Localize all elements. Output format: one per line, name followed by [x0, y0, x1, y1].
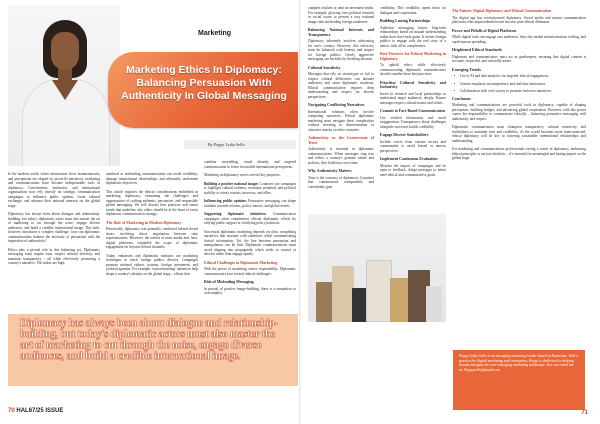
page-number-right: 71: [581, 410, 588, 416]
section-heading: Ethical Challenges in Diplomatic Marketing: [204, 260, 278, 265]
section-heading: Navigating Conflicting Narratives: [308, 103, 365, 107]
list-item: Supporting diplomatic initiatives: Communication campaigns often complement official diplomatic efforts by rallying public support or clarifying policy positions.: [204, 212, 296, 225]
author-portrait: [8, 6, 120, 166]
section-heading: Best Practices for Ethical Marketing in Diplomacy: [380, 52, 446, 61]
paragraph: Diplomatic communicators must champion transparency, cultural sensitivity, and truthfulness to maintain trust and credibility. As the world becomes more interconnected, ethical diplomacy will be key to fostering sustainable international relationships and understanding.: [452, 125, 586, 143]
list-item: • Use of AI and data analytics for targeted, ethical engagement.: [452, 74, 586, 79]
paragraph: The digital age has revolutionised diplomacy. Social media and instant communication platforms offer unprecedented reach but also pose ethical dilemmas.: [452, 15, 586, 24]
paragraph: Diplomacy has always been about dialogue and relationship-building, but today's diplomatic actors must also master the art of marketing to cut through the noise, engage diverse audiences, and build a credible international image. This shift, however, introduces a complex challenge: how can diplomatic communications balance the necessity of persuasion with the imperative of authenticity?: [8, 212, 100, 243]
page-gutter: [299, 0, 301, 424]
list-item: • Greater emphasis on transparency and real-time interaction.: [452, 82, 586, 87]
pull-quote-text: Diplomacy has always been about dialogue and relationship-building, but today's diplomatic actors must also master the art of marketing to cut through the noise, engage diverse audiences, and build a credible international image.: [20, 318, 278, 362]
article-column-5: [380, 6, 446, 210]
paragraph: Messages that rely on stereotypes or fail to respect cultural differences can alienate audiences and cause diplomatic incidents. Ethical communication requires deep understanding and respect for diverse perspectives.: [308, 72, 374, 99]
section-heading: Conclusion: [452, 96, 471, 101]
article-column-2: [106, 172, 198, 310]
paragraph: With the power of marketing comes responsibility. Diplomatic communicators face several ethical challenges:: [204, 267, 296, 276]
paragraph: Historically, diplomacy was primarily conducted behind closed doors, involving direct negotiation between state representatives. However, the advent of mass media and, later, digital platforms, expanded the scope of diplomatic engagement far beyond official channels.: [106, 227, 198, 249]
paragraph: Trust is the currency of diplomacy. Countries that communicate transparently and consistently gain: [308, 175, 374, 189]
paragraph: combine storytelling, visual identity, and targeted communication to foster favourable international perceptions.: [204, 160, 296, 169]
article-column-6: [452, 6, 586, 346]
paragraph: In the modern world, where information flows instantaneously and perceptions are shaped by powerful narratives, marketing and communications have become indispensable tools in diplomacy. Governments, embassies, and international organisations now rely heavily on strategic communication campaigns to influence public opinion, foster cultural exchange, and advance their national interests on the global stage.: [8, 172, 100, 208]
list-item: Influencing public opinion: Persuasive messaging can shape attitudes towards reforms, policy stances, and global events.: [204, 199, 296, 208]
article-column-1: [8, 172, 100, 310]
section-heading: Commit to Fact-Based Communication: [380, 109, 446, 113]
paragraph: Successful diplomatic marketing depends on clear, compelling narratives that resonate with audiences while communicating factual information. Yet, the line between persuasion and manipulation can be thin. Diplomatic communications must avoid slipping into propaganda, which seeks to control or deceive rather than engage openly.: [204, 229, 296, 256]
paragraph: Authentic messaging fosters long-term relationships based on mutual understanding rather than short-term gains. It invites foreign publics to engage with the real story of a nation, with all its complexities.: [380, 25, 446, 48]
paragraph: In pursuit of positive image-building, there is a temptation to oversimplify: [204, 286, 296, 295]
section-heading: Risk of Misleading Messaging: [204, 280, 254, 284]
paragraph: credibility. This credibility opens doors for dialogue and cooperation.: [380, 6, 446, 15]
section-heading: Heightened Ethical Standards: [452, 48, 502, 52]
paragraph: Include voices from various sectors and communities to avoid biased or narrow perspectives.: [380, 139, 446, 153]
shopping-bags-photo: [308, 214, 446, 322]
category-label: Marketing: [198, 30, 232, 37]
paragraph: To uphold ethics while effectively communicating, diplomatic communicators should consider these best practices:: [380, 63, 446, 76]
section-heading: The Future: Digital Diplomacy and Ethical Communication: [452, 9, 552, 13]
section-heading: Prioritise Cultural Sensitivity and Inclusivity: [380, 80, 446, 89]
paragraph: For marketing and communications professionals eyeing a career in diplomacy, embracing ethical principles is not just idealistic – it's essential for meaningful and lasting impact on the global stage.: [452, 147, 586, 160]
author-bio-box: [453, 350, 585, 410]
section-heading: Power and Pitfalls of Digital Platforms: [452, 28, 517, 33]
author-bio: Peppy Lydia Sello is an emerging marketing leader based in Botswana. With a passion for digital marketing and innovation, Peppy is dedicated to helping brands navigate the ever-changing marketing landscape. You can reach her at: Peppysello@gmail.com: [459, 354, 579, 373]
section-heading: Cultural Sensitivity: [308, 65, 341, 70]
byline: By Peppy Lydia Sello: [184, 140, 296, 149]
section-heading: Implement Continuous Evaluation: [380, 157, 438, 161]
paragraph: Today, embassies and diplomatic missions use marketing techniques to reach foreign publics directly. Campaigns promote national culture, tourism, foreign investment, and political agendas. For example, 'nation branding' initiatives help shape a country's identity on the global stage – efforts that: [106, 253, 198, 276]
section-heading: Why Authenticity Matters: [308, 169, 352, 173]
paragraph: Authenticity is essential in diplomatic communications. When messages ring true and reflect a country's genuine values and policies, they build trust over time.: [308, 147, 374, 165]
paragraph: International relations often involve competing narratives. Ethical diplomatic marketing must navigate these complexities without resorting to disinformation or character attacks on other countries.: [308, 109, 374, 132]
headline-banner: [108, 52, 298, 128]
page-number: 70: [8, 408, 15, 414]
paragraph: Diplomats and communicators must act as gatekeepers, ensuring that digital content is accurate, respectful, and culturally aware.: [452, 54, 586, 63]
paragraph: This article explores the ethical considerations embedded in marketing diplomacy, examining the challenges and opportunities of crafting authentic, persuasive, and responsible global messaging. We will discuss best practices and future trends that underline why ethics should be at the heart of every diplomatic communication strategy.: [106, 189, 198, 216]
section-heading: Building Lasting Partnerships: [380, 19, 431, 23]
list-item: Building a positive national image: Countries use campaigns to highlight cultural richness, economic potential, and political stability to attract tourists, investors, and allies.: [204, 181, 296, 195]
list-item: • Collaboration with civil society to promote inclusive narratives.: [452, 89, 586, 94]
section-heading: Authenticity as the Cornerstone of Trust: [308, 136, 374, 145]
footer-left: [8, 408, 63, 414]
paragraph: unethical or misleading communications can erode credibility, damage international relationships, and ultimately undermine diplomatic objectives.: [106, 172, 198, 185]
section-heading: Engage Diverse Stakeholders: [380, 133, 429, 137]
paragraph: While digital tools can engage vast audiences, they also enable misinformation, trolling, and rapid rumour spreading.: [452, 35, 586, 44]
section-heading: Balancing National Interests and Transparency: [308, 28, 374, 37]
pull-quote: [8, 314, 298, 386]
paragraph: Ethics play a pivotal role in this balancing act. Diplomatic messaging must inspire trust, respect cultural diversity, and maintain transparency - all while effectively promoting a country's narrative. The stakes are high;: [8, 247, 100, 265]
paragraph: Marketing in diplomacy serves several key purposes:: [204, 173, 281, 177]
paragraph: Marketing and communications are powerful tools in diplomacy, capable of shaping perceptions, building bridges, and advancing global cooperation. However, with this power comes the responsibility to communicate ethically – balancing persuasive messaging with authenticity and respect.: [452, 103, 586, 121]
issue-label: HAL67/25 ISSUE: [16, 408, 64, 414]
paragraph: Diplomacy inherently involves advocating for one's country. However, this advocacy must be balanced with honesty and respect for foreign publics. Overly aggressive messaging can backfire by breeding mistrust.: [308, 39, 374, 61]
paragraph: Monitor the impact of campaigns and be open to feedback. Adapt messages to better meet ethical and communicative goals.: [380, 163, 446, 177]
paragraph: Use verified information and avoid exaggeration. Transparency about challenges alongside successes builds credibility.: [380, 115, 446, 129]
article-column-4: [308, 6, 374, 210]
section-heading: Emerging Trends: [452, 67, 481, 72]
paragraph: Invest in research and local partnerships to understand target audiences deeply. Ensure messages respect cultural norms and values.: [380, 91, 446, 105]
paragraph: complex realities or omit inconvenient truths. For example, glossing over political tensions or social issues to present a rosy national image risks misleading foreign audiences.: [308, 6, 374, 24]
headline: Marketing Ethics In Diplomacy: Balancing Persuasion With Authenticity In Global Messaging: [121, 64, 287, 102]
section-heading: The Role of Marketing in Modern Diplomacy: [106, 220, 182, 225]
